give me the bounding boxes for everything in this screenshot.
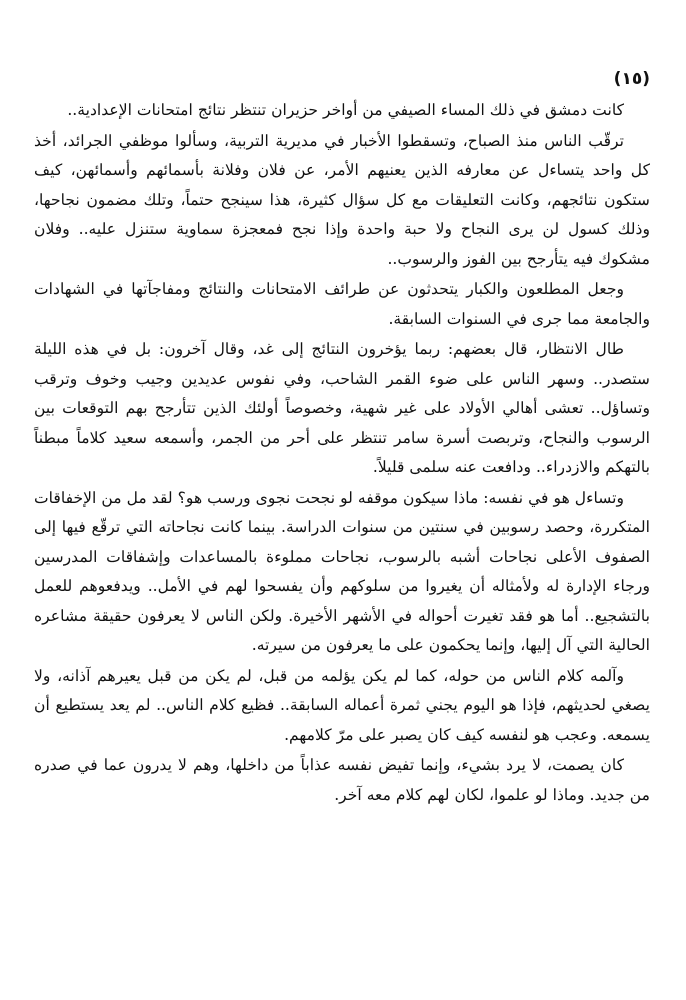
paragraph-6: وآلمه كلام الناس من حوله، كما لم يكن يؤلمه من قبل، لم يكن من قبل يعيرهم آذانه، ولا يصغي لحديثهم، فإذا هو اليوم يجني ثمرة أعماله السابقة.. فظيع كلام الناس.. لم يعد يستطيع أن يسمعه. وعجب هو لنفسه كيف كان يصبر على مرّ كلامهم.	[34, 666, 650, 744]
paragraph-7: كان يصمت، لا يرد بشيء، وإنما تفيض نفسه عذاباً من داخلها، وهم لا يدرون عما في صدره من جديد. وماذا لو علموا، لكان لهم كلام معه آخر.	[34, 756, 650, 804]
page-number: (١٥)	[613, 69, 650, 89]
book-page	[34, 64, 650, 980]
paragraph-4: طال الانتظار، قال بعضهم: ربما يؤخرون النتائج إلى غد، وقال آخرون: بل في هذه الليلة ستصدر.. وسهر الناس على ضوء القمر الشاحب، وفي نفوس عديدين وجيب وخوف وترقب وتساؤل.. تعشى أهالي الأولاد على غير شهية، وخصوصاً أولئك الذين تتأرجح بهم التوقعات بين الرسوب والنجاح، وتربصت أسرة سامر تنتظر على أحر من الجمر، وأسمعه سعيد كلاماً مبطناً بالتهكم والازدراء.. ودافعت عنه سلمى قليلاً.	[34, 340, 650, 476]
paragraph-5: وتساءل هو في نفسه: ماذا سيكون موقفه لو نجحت نجوى ورسب هو؟ لقد مل من الإخفاقات المتكررة، وحصد رسوبين في سنتين من سنوات الدراسة. بينما كانت نجاحاته التي ترقّع فيها إلى الصفوف الأعلى نجاحات أشبه بالرسوب، نجاحات مملوءة بالمساعدات وإشفاقات المدرسين ورجاء الإدارة له ولأمثاله أن يغيروا من سلوكهم وأن يفسحوا لهم في الأمل.. ويدفعوهم للعمل بالتشجيع.. أما هو فقد تغيرت أحواله في الأشهر الأخيرة. ولكن الناس لا يعرفون حقيقة مشاعره الحالية التي آل إليها، وإنما يحكمون على ما يعرفون من سيرته.	[34, 488, 650, 654]
paragraph-3: وجعل المطلعون والكبار يتحدثون عن طرائف الامتحانات والنتائج ومفاجآتها في الشهادات والجامعة مما جرى في السنوات السابقة.	[34, 280, 650, 328]
paragraph-1: كانت دمشق في ذلك المساء الصيفي من أواخر حزيران تنتظر نتائج امتحانات الإعدادية..	[67, 101, 624, 119]
paragraph-2: ترقّب الناس منذ الصباح، وتسقطوا الأخبار في مديرية التربية، وسألوا موظفي الجرائد، أخذ كل واحد يتساءل عن معارفه الذين يعنيهم الأمر، عن فلان وفلانة بأسمائهم وأسمائهن، كيف ستكون نتائجهم، وكانت التعليقات مع كل سؤال كثيرة، هذا سينجح حتماً، وتلك مضمون نجاحها، وذلك كسول لن يرى النجاح ولا حبة واحدة وإذا نجح فمعجزة سماوية ستنزل عليه.. وفلان مشكوك فيه يتأرجح بين الفوز والرسوب..	[34, 131, 650, 268]
